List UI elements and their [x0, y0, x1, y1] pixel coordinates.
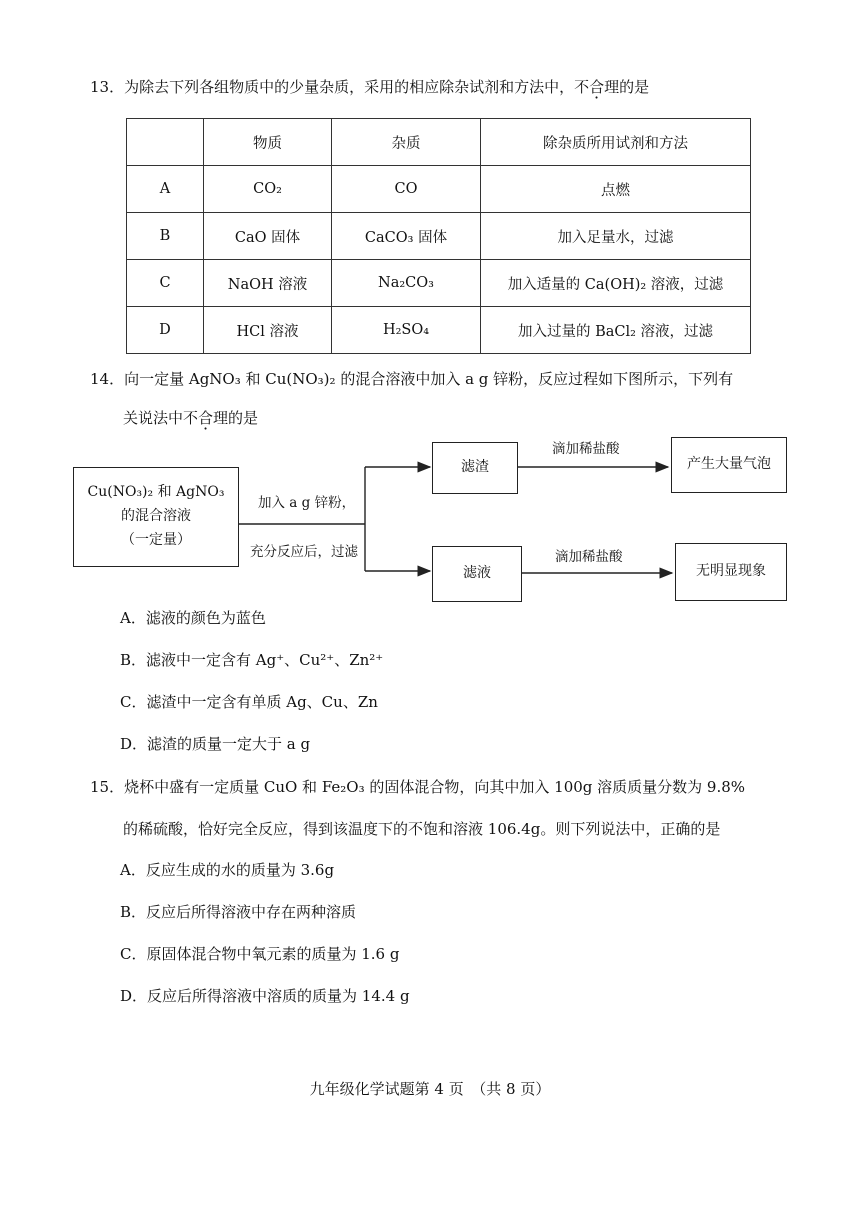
table-header-cell: 物质 [204, 119, 332, 166]
start-solution-line2: 的混合溶液 [120, 508, 191, 525]
q14-option-c: C．滤渣中一定含有单质 Ag、Cu、Zn [120, 693, 378, 711]
table-cell: H₂SO₄ [332, 307, 481, 354]
acid-label-bottom: 滴加稀盐酸 [555, 549, 623, 565]
q15-stem-line2: 的稀硫酸，恰好完全反应，得到该温度下的不饱和溶液 106.4g。则下列说法中，正确的是 [123, 820, 721, 838]
filtrate-box: 滤液 [432, 546, 522, 602]
table-cell: HCl 溶液 [204, 307, 332, 354]
table-cell: A [127, 166, 204, 213]
q15-option-c: C．原固体混合物中氧元素的质量为 1.6 g [120, 945, 400, 963]
result-bottom-box: 无明显现象 [675, 543, 787, 601]
table-cell: CO₂ [204, 166, 332, 213]
q15-option-b: B．反应后所得溶液中存在两种溶质 [120, 903, 357, 921]
q14-stem-line1: 14．向一定量 AgNO₃ 和 Cu(NO₃)₂ 的混合溶液中加入 a g 锌粉，反应过程如下图所示，下列有 [90, 370, 734, 388]
page-footer: 九年级化学试题第 4 页 （共 8 页） [309, 1080, 551, 1098]
table-cell: B [127, 213, 204, 260]
q14-option-a: A．滤液的颜色为蓝色 [120, 609, 266, 627]
q14-option-d: D．滤渣的质量一定大于 a g [120, 735, 311, 753]
table-header-cell: 杂质 [332, 119, 481, 166]
start-solution-box [73, 467, 239, 567]
table-cell: CaCO₃ 固体 [332, 213, 481, 260]
residue-box: 滤渣 [432, 442, 518, 494]
table-header-cell: 除杂质所用试剂和方法 [481, 119, 751, 166]
q14-emphasis: 不合理 [183, 409, 229, 427]
table-cell: Na₂CO₃ [332, 260, 481, 307]
q15-option-d: D．反应后所得溶液中溶质的质量为 14.4 g [120, 987, 410, 1005]
q14-stem-tail: 的是 [228, 409, 259, 427]
table-cell: 加入过量的 BaCl₂ 溶液，过滤 [481, 307, 751, 354]
q15-option-a: A．反应生成的水的质量为 3.6g [120, 861, 335, 879]
q13-stem-text: 13．为除去下列各组物质中的少量杂质，采用的相应除杂试剂和方法中， [90, 78, 575, 96]
acid-label-top: 滴加稀盐酸 [552, 441, 620, 457]
q13-emphasis: 不合理 [574, 78, 620, 96]
table-cell: NaOH 溶液 [204, 260, 332, 307]
result-top-box: 产生大量气泡 [671, 437, 787, 493]
start-solution-line3: （一定量） [120, 531, 191, 548]
start-solution-line1: Cu(NO₃)₂ 和 AgNO₃ [87, 484, 225, 501]
q13-stem-tail: 的是 [619, 78, 650, 96]
q14-option-b: B．滤液中一定含有 Ag⁺、Cu²⁺、Zn²⁺ [120, 651, 384, 669]
step-label-line2: 充分反应后，过滤 [250, 544, 358, 560]
table-cell: 加入适量的 Ca(OH)₂ 溶液，过滤 [481, 260, 751, 307]
table-cell: CaO 固体 [204, 213, 332, 260]
table-cell: CO [332, 166, 481, 213]
q15-stem-line1: 15．烧杯中盛有一定质量 CuO 和 Fe₂O₃ 的固体混合物，向其中加入 100g 溶质质量分数为 9.8% [90, 778, 746, 796]
table-cell: 点燃 [481, 166, 751, 213]
q14-stem-pre: 关说法中 [123, 409, 184, 427]
table-cell: C [127, 260, 204, 307]
step-label-line1: 加入 a g 锌粉， [258, 495, 356, 511]
table-cell: D [127, 307, 204, 354]
table-cell: 加入足量水，过滤 [481, 213, 751, 260]
